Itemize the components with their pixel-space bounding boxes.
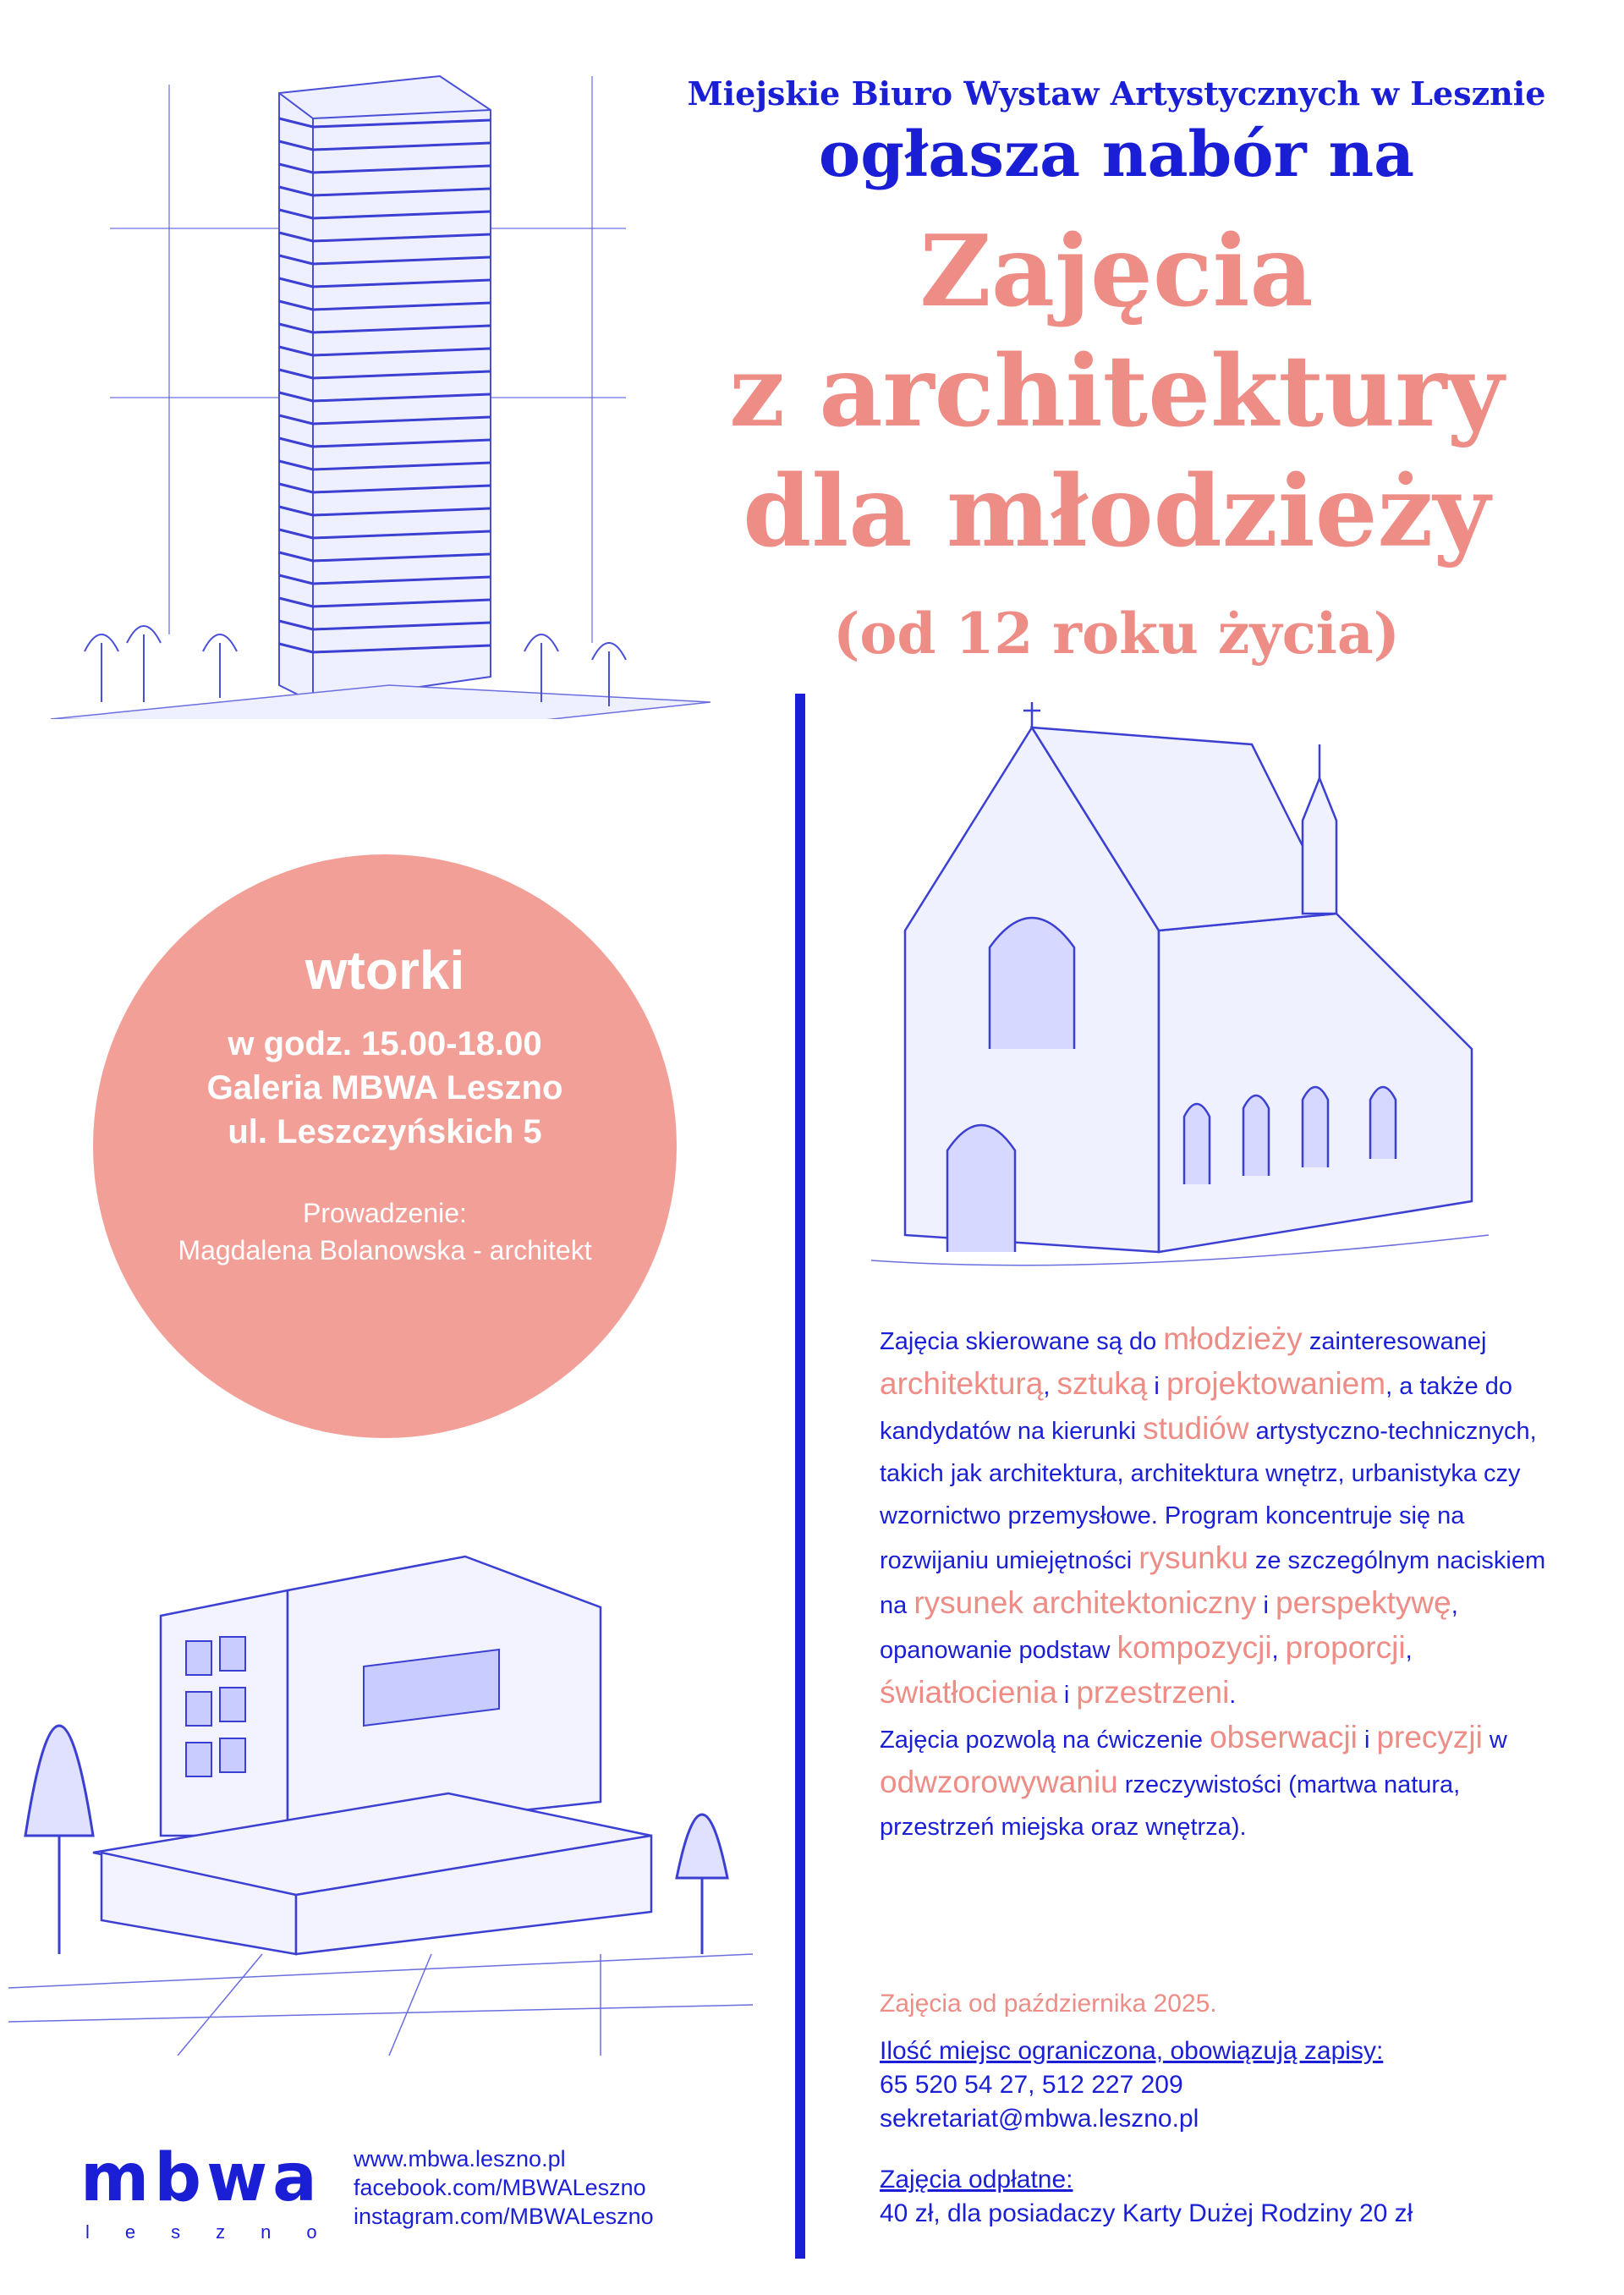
description-text: ze szczególnym naciskiem na [880, 1547, 1546, 1619]
main-title [617, 211, 1616, 572]
email-link[interactable]: sekretariat@mbwa.leszno.pl [880, 2105, 1199, 2133]
vertical-divider [795, 694, 805, 2259]
schedule-hours: w godz. 15.00-18.00 [228, 1025, 542, 1062]
announcement-heading: ogłasza nabór na [818, 118, 1415, 191]
lead-label: Prowadzenie: [303, 1198, 467, 1228]
organization-name: Miejskie Biuro Wystaw Artystycznych w Lesznie [687, 74, 1546, 113]
highlighted-keyword: proporcji [1285, 1630, 1406, 1665]
highlighted-keyword: studiów [1143, 1411, 1249, 1446]
logo-subtitle: leszno [85, 2221, 353, 2243]
description-text: i [1056, 1682, 1077, 1709]
enrollment-note: Ilość miejsc ograniczona, obowiązują zapisy: [880, 2037, 1384, 2065]
description-text: artystyczno-technicznych, takich jak architektura, architektura wnętrz, urbanistyka czy wzornictwo przemysłowe. Program koncentruje się na rozwijaniu umiejętności [880, 1418, 1537, 1574]
highlighted-keyword: odwzorowywaniu [880, 1765, 1118, 1799]
highlighted-keyword: kompozycji [1116, 1630, 1272, 1665]
course-description [880, 1318, 1556, 1848]
skyscraper-illustration [34, 59, 727, 719]
description-text: , [1271, 1637, 1286, 1664]
highlighted-keyword: architekturą [880, 1366, 1044, 1401]
description-text: rzeczywistości (martwa natura, przestrzeń miejska oraz wnętrza). [880, 1771, 1461, 1841]
schedule-venue: Galeria MBWA Leszno [206, 1069, 563, 1106]
title-line-3: dla młodzieży [743, 454, 1490, 569]
description-text: . [1229, 1682, 1237, 1709]
website-link[interactable]: www.mbwa.leszno.pl [354, 2146, 566, 2171]
highlighted-keyword: precyzji [1376, 1720, 1483, 1754]
description-paragraph-2 [880, 1716, 1556, 1848]
mbwa-logo[interactable] [80, 2140, 353, 2250]
instagram-link[interactable]: instagram.com/MBWALeszno [354, 2204, 654, 2229]
schedule-day: wtorki [304, 940, 465, 1001]
title-line-1: Zajęcia [919, 214, 1314, 329]
highlighted-keyword: projektowaniem [1166, 1366, 1386, 1401]
description-paragraph-1 [880, 1318, 1556, 1716]
phone-numbers[interactable]: 65 520 54 27, 512 227 209 [880, 2071, 1183, 2099]
highlighted-keyword: sztuką [1056, 1366, 1148, 1401]
modern-building-illustration [8, 1514, 753, 2056]
lead-name: Magdalena Bolanowska - architekt [178, 1235, 592, 1266]
highlighted-keyword: rysunek architektoniczny [914, 1585, 1257, 1620]
description-text: zainteresowanej [1302, 1328, 1487, 1355]
highlighted-keyword: obserwacji [1210, 1720, 1358, 1754]
description-text: i [1256, 1592, 1276, 1619]
price-info: 40 zł, dla posiadaczy Karty Dużej Rodziny 20 zł [880, 2199, 1413, 2227]
church-illustration [863, 694, 1506, 1269]
highlighted-keyword: przestrzeni [1076, 1675, 1230, 1710]
schedule-info [93, 1022, 677, 1154]
contact-links [354, 2144, 654, 2231]
schedule-circle [93, 854, 677, 1438]
description-text: , [1405, 1637, 1413, 1664]
description-text: , a także do kandydatów na kierunki [880, 1373, 1513, 1445]
highlighted-keyword: perspektywę [1276, 1585, 1451, 1620]
description-text: i [1147, 1373, 1166, 1400]
highlighted-keyword: młodzieży [1163, 1321, 1303, 1356]
start-date: Zajęcia od października 2025. [880, 1990, 1217, 2018]
facebook-link[interactable]: facebook.com/MBWALeszno [354, 2175, 646, 2200]
description-text: w [1482, 1727, 1507, 1754]
highlighted-keyword: światłocienia [880, 1675, 1057, 1710]
age-note: (od 12 roku życia) [833, 601, 1400, 667]
description-text: i [1357, 1727, 1377, 1754]
schedule-address: ul. Leszczyńskich 5 [228, 1113, 542, 1150]
logo-wordmark: mbwa [80, 2140, 322, 2216]
description-text: Zajęcia skierowane są do [880, 1328, 1164, 1355]
title-line-2: z architektury [729, 334, 1504, 449]
description-text: Zajęcia pozwolą na ćwiczenie [880, 1727, 1210, 1754]
description-text: , opanowanie podstaw [880, 1592, 1458, 1664]
description-text: , [1043, 1373, 1057, 1400]
paid-label: Zajęcia odpłatne: [880, 2166, 1073, 2193]
highlighted-keyword: rysunku [1138, 1540, 1248, 1575]
